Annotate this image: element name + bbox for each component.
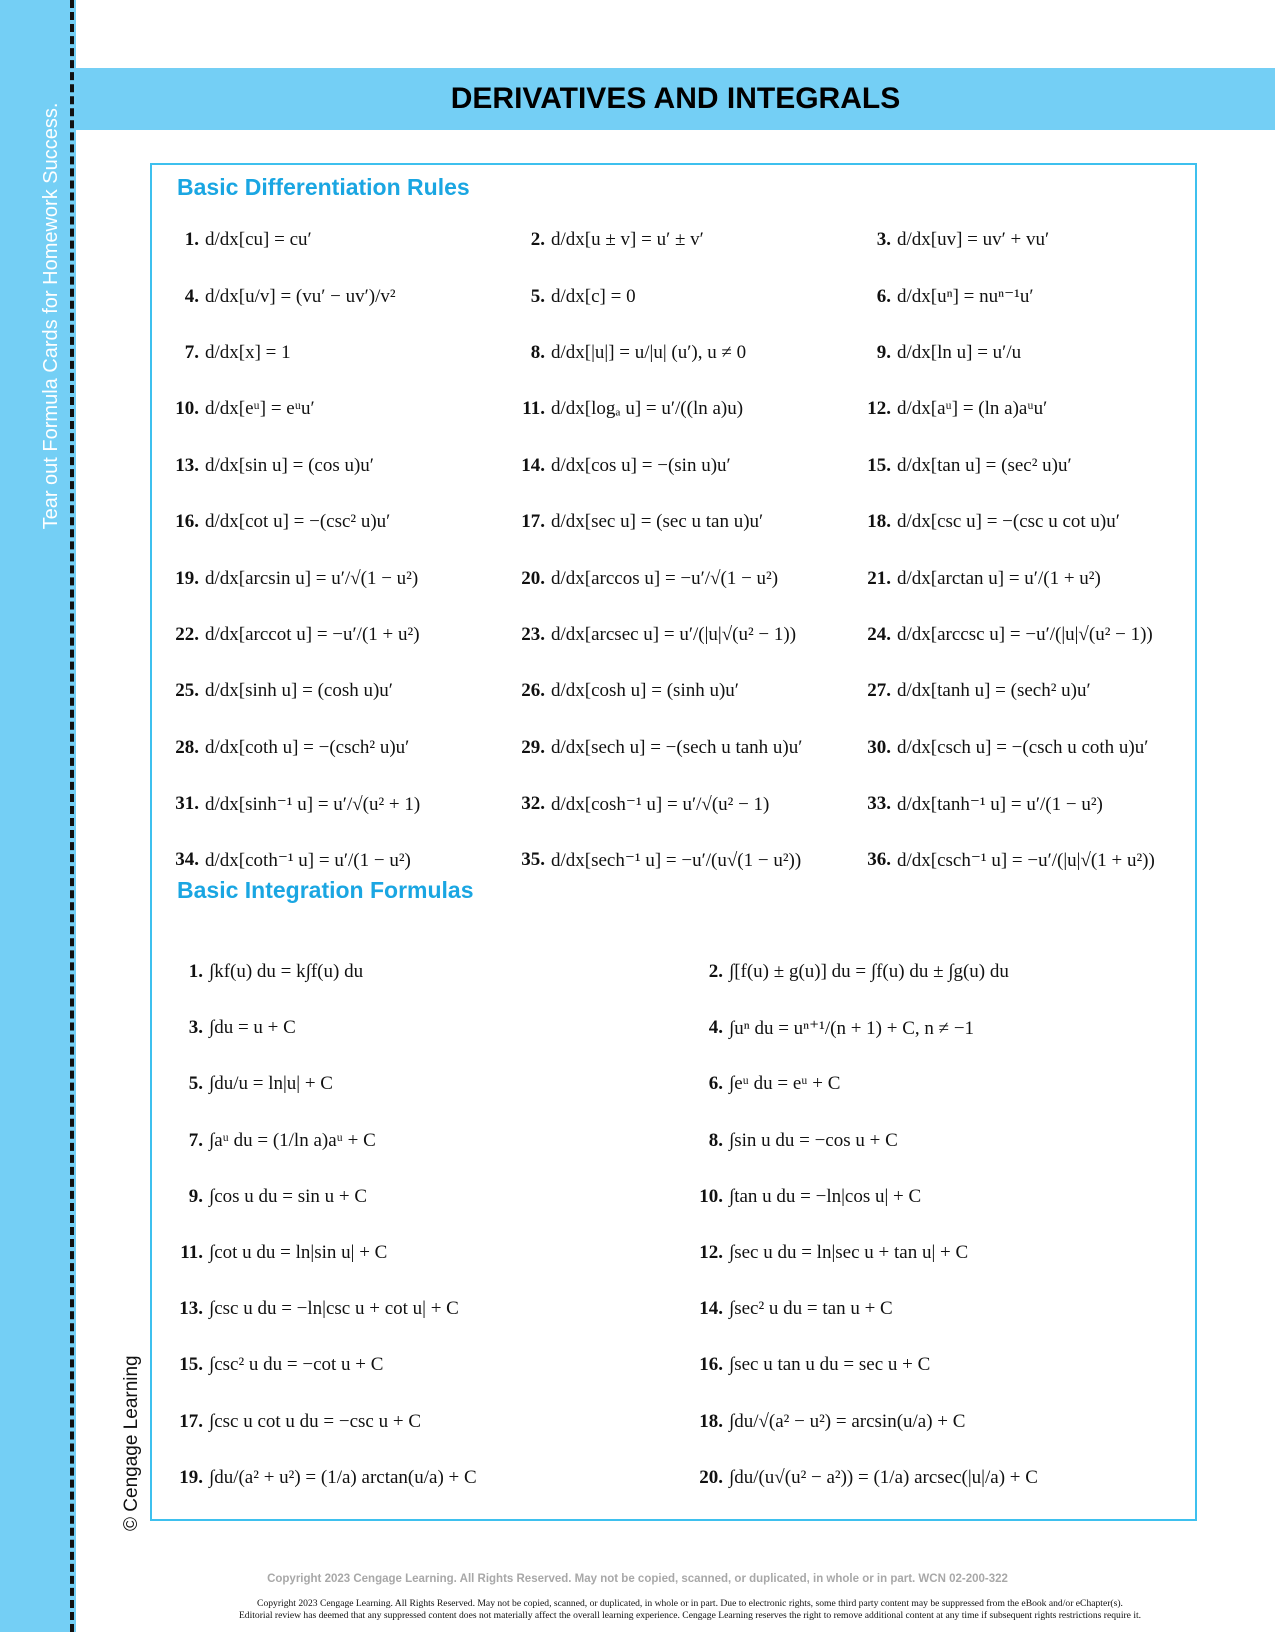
differentiation-rule-item [175, 494, 521, 550]
differentiation-rule-formula: d/dx[sec u] = (sec u tan u)u′ [551, 511, 764, 533]
differentiation-rule-item [175, 438, 521, 494]
differentiation-rule-formula: d/dx[arctan u] = u′/(1 + u²) [897, 567, 1101, 589]
differentiation-rule-number: 3. [876, 229, 891, 251]
integration-formula-number: 7. [188, 1129, 203, 1151]
differentiation-rule-number: 13. [175, 454, 199, 476]
differentiation-rule-item [175, 381, 521, 437]
integration-formula-number: 16. [699, 1354, 723, 1376]
differentiation-rule-formula: d/dx[cu] = cu′ [205, 229, 312, 251]
differentiation-rule-number: 25. [175, 680, 199, 702]
integration-formula-formula: ∫eᵘ du = eᵘ + C [729, 1073, 841, 1095]
differentiation-rule-item [521, 550, 867, 606]
integration-formula-formula: ∫cos u du = sin u + C [209, 1185, 368, 1207]
differentiation-rule-item [521, 438, 867, 494]
integration-formula-item [175, 1337, 695, 1393]
differentiation-section-title: Basic Differentiation Rules [177, 174, 470, 200]
integration-formulas-grid [175, 944, 1215, 1506]
differentiation-rule-item [867, 438, 1213, 494]
integration-formula-item [175, 1113, 695, 1169]
differentiation-rule-item [867, 494, 1213, 550]
integration-formula-item [175, 1169, 695, 1225]
page-title: DERIVATIVES AND INTEGRALS [450, 82, 901, 115]
integration-formula-formula: ∫tan u du = −ln|cos u| + C [729, 1185, 922, 1207]
differentiation-rule-number: 6. [876, 285, 891, 307]
integration-formula-item [695, 1225, 1215, 1281]
integration-formula-formula: ∫csc u cot u du = −csc u + C [209, 1410, 422, 1432]
fine-print-line-1: Copyright 2023 Cengage Learning. All Rights Reserved. May not be copied, scanned, or duplicated, in whole or in part. Due to electronic rights, some third party content may be suppressed from the eBook and/or eChapter(s). [257, 1598, 1123, 1609]
differentiation-rule-number: 33. [867, 793, 891, 815]
differentiation-rule-number: 24. [867, 623, 891, 645]
integration-formula-formula: ∫kf(u) du = k∫f(u) du [209, 961, 364, 983]
differentiation-rule-formula: d/dx[arccot u] = −u′/(1 + u²) [205, 623, 420, 645]
differentiation-rule-formula: d/dx[cosh u] = (sinh u)u′ [551, 680, 739, 702]
differentiation-rule-item [175, 663, 521, 719]
differentiation-rule-item [175, 776, 521, 832]
integration-formula-item [175, 944, 695, 1000]
integration-formula-number: 8. [708, 1129, 723, 1151]
differentiation-rule-item [867, 212, 1213, 268]
differentiation-rule-number: 35. [521, 849, 545, 871]
differentiation-rule-formula: d/dx[x] = 1 [205, 341, 291, 363]
integration-section-title: Basic Integration Formulas [177, 877, 474, 903]
integration-formula-formula: ∫[f(u) ± g(u)] du = ∫f(u) du ± ∫g(u) du [729, 961, 1009, 983]
integration-formula-number: 17. [179, 1410, 203, 1432]
differentiation-rule-item [867, 776, 1213, 832]
differentiation-rule-item [521, 663, 867, 719]
differentiation-rule-formula: d/dx[arccos u] = −u′/√(1 − u²) [551, 567, 779, 589]
differentiation-rule-number: 10. [175, 398, 199, 420]
differentiation-rule-item [867, 550, 1213, 606]
differentiation-rule-formula: d/dx[aᵘ] = (ln a)aᵘu′ [897, 398, 1048, 420]
differentiation-rule-item [867, 832, 1213, 888]
differentiation-rule-number: 34. [175, 849, 199, 871]
integration-formula-formula: ∫cot u du = ln|sin u| + C [209, 1242, 388, 1264]
integration-formula-number: 10. [699, 1185, 723, 1207]
integration-formula-formula: ∫uⁿ du = uⁿ⁺¹/(n + 1) + C, n ≠ −1 [729, 1017, 975, 1039]
differentiation-rule-item [175, 550, 521, 606]
differentiation-rule-item [521, 494, 867, 550]
integration-formula-number: 15. [179, 1354, 203, 1376]
integration-formula-formula: ∫csc² u du = −cot u + C [209, 1354, 384, 1376]
differentiation-rule-formula: d/dx[cos u] = −(sin u)u′ [551, 454, 731, 476]
title-banner [76, 68, 1275, 130]
differentiation-rule-formula: d/dx[u/v] = (vu′ − uv′)/v² [205, 285, 396, 307]
integration-formula-formula: ∫du = u + C [209, 1017, 296, 1039]
differentiation-rule-number: 19. [175, 567, 199, 589]
differentiation-rule-formula: d/dx[cot u] = −(csc² u)u′ [205, 511, 391, 533]
integration-formula-item [695, 1113, 1215, 1169]
integration-formula-number: 19. [179, 1466, 203, 1488]
differentiation-rule-number: 15. [867, 454, 891, 476]
differentiation-rule-formula: d/dx[arcsin u] = u′/√(1 − u²) [205, 567, 419, 589]
differentiation-rule-number: 4. [184, 285, 199, 307]
differentiation-rule-item [175, 325, 521, 381]
differentiation-rule-number: 36. [867, 849, 891, 871]
differentiation-rule-number: 31. [175, 793, 199, 815]
differentiation-rule-number: 20. [521, 567, 545, 589]
differentiation-rule-item [867, 663, 1213, 719]
differentiation-rules-grid [175, 212, 1213, 889]
differentiation-rule-item [867, 325, 1213, 381]
differentiation-rule-number: 9. [876, 341, 891, 363]
integration-formula-number: 4. [708, 1017, 723, 1039]
differentiation-rule-number: 30. [867, 736, 891, 758]
differentiation-rule-number: 8. [530, 341, 545, 363]
integration-formula-number: 1. [188, 961, 203, 983]
differentiation-rule-item [175, 212, 521, 268]
integration-formula-item [695, 1281, 1215, 1337]
integration-formula-formula: ∫sin u du = −cos u + C [729, 1129, 898, 1151]
differentiation-rule-formula: d/dx[csch u] = −(csch u coth u)u′ [897, 736, 1149, 758]
fine-print [120, 1598, 1260, 1622]
differentiation-rule-item [867, 607, 1213, 663]
integration-formula-item [695, 1169, 1215, 1225]
differentiation-rule-formula: d/dx[tanh⁻¹ u] = u′/(1 − u²) [897, 793, 1103, 815]
integration-formula-formula: ∫sec u du = ln|sec u + tan u| + C [729, 1242, 969, 1264]
differentiation-rule-number: 2. [530, 229, 545, 251]
integration-formula-item [695, 1000, 1215, 1056]
differentiation-rule-number: 5. [530, 285, 545, 307]
differentiation-rule-formula: d/dx[tan u] = (sec² u)u′ [897, 454, 1072, 476]
integration-formula-item [695, 1394, 1215, 1450]
differentiation-rule-formula: d/dx[logₐ u] = u′/((ln a)u) [551, 398, 744, 420]
fine-print-line-2: Editorial review has deemed that any suppressed content does not materially affect the overall learning experience. Cengage Learning reserves the right to remove additional content at any time if subsequent rights restrictions require it. [238, 1610, 1142, 1621]
differentiation-rule-item [175, 607, 521, 663]
integration-formula-number: 9. [188, 1185, 203, 1207]
differentiation-rule-item [867, 720, 1213, 776]
differentiation-rule-formula: d/dx[cosh⁻¹ u] = u′/√(u² − 1) [551, 793, 770, 815]
differentiation-rule-formula: d/dx[ln u] = u′/u [897, 341, 1022, 363]
differentiation-rule-formula: d/dx[eᵘ] = eᵘu′ [205, 398, 315, 420]
differentiation-rule-formula: d/dx[uv] = uv′ + vu′ [897, 229, 1050, 251]
differentiation-rule-number: 22. [175, 623, 199, 645]
integration-formula-formula: ∫csc u du = −ln|csc u + cot u| + C [209, 1298, 459, 1320]
integration-formula-item [175, 1000, 695, 1056]
differentiation-rule-formula: d/dx[sech⁻¹ u] = −u′/(u√(1 − u²)) [551, 849, 802, 871]
integration-formula-item [175, 1056, 695, 1112]
integration-formula-formula: ∫aᵘ du = (1/ln a)aᵘ + C [209, 1129, 376, 1151]
differentiation-rule-item [867, 381, 1213, 437]
differentiation-rule-formula: d/dx[arcsec u] = u′/(|u|√(u² − 1)) [551, 623, 797, 645]
differentiation-rule-formula: d/dx[csc u] = −(csc u cot u)u′ [897, 511, 1120, 533]
differentiation-rule-formula: d/dx[csch⁻¹ u] = −u′/(|u|√(1 + u²)) [897, 849, 1155, 871]
integration-formula-number: 12. [699, 1242, 723, 1264]
differentiation-rule-number: 1. [184, 229, 199, 251]
differentiation-rule-number: 12. [867, 398, 891, 420]
differentiation-rule-item [867, 268, 1213, 324]
tear-out-caption: Tear out Formula Cards for Homework Success. [40, 102, 62, 530]
differentiation-rule-formula: d/dx[sinh⁻¹ u] = u′/√(u² + 1) [205, 793, 421, 815]
integration-formula-number: 2. [708, 961, 723, 983]
differentiation-rule-number: 21. [867, 567, 891, 589]
differentiation-rule-number: 18. [867, 511, 891, 533]
integration-formula-number: 18. [699, 1410, 723, 1432]
differentiation-rule-formula: d/dx[c] = 0 [551, 285, 636, 307]
integration-formula-item [175, 1450, 695, 1506]
differentiation-rule-formula: d/dx[uⁿ] = nuⁿ⁻¹u′ [897, 286, 1034, 308]
differentiation-rule-number: 7. [184, 341, 199, 363]
integration-formula-item [695, 944, 1215, 1000]
differentiation-rule-formula: d/dx[|u|] = u/|u| (u′), u ≠ 0 [551, 341, 747, 363]
integration-formula-formula: ∫du/√(a² − u²) = arcsin(u/a) + C [729, 1410, 966, 1432]
differentiation-rule-number: 26. [521, 680, 545, 702]
integration-formula-formula: ∫sec² u du = tan u + C [729, 1298, 893, 1320]
differentiation-rule-item [175, 268, 521, 324]
differentiation-rule-item [521, 325, 867, 381]
integration-formula-number: 6. [708, 1073, 723, 1095]
differentiation-rule-formula: d/dx[sinh u] = (cosh u)u′ [205, 680, 393, 702]
differentiation-rule-item [521, 832, 867, 888]
differentiation-rule-item [521, 720, 867, 776]
differentiation-rule-item [521, 212, 867, 268]
differentiation-rule-number: 11. [522, 398, 545, 420]
differentiation-rule-number: 14. [521, 454, 545, 476]
differentiation-rule-formula: d/dx[coth⁻¹ u] = u′/(1 − u²) [205, 849, 411, 871]
integration-formula-formula: ∫du/(a² + u²) = (1/a) arctan(u/a) + C [209, 1466, 477, 1488]
integration-formula-item [695, 1450, 1215, 1506]
integration-formula-item [695, 1056, 1215, 1112]
integration-formula-formula: ∫du/u = ln|u| + C [209, 1073, 333, 1095]
integration-formula-item [695, 1337, 1215, 1393]
differentiation-rule-number: 29. [521, 736, 545, 758]
differentiation-rule-number: 17. [521, 511, 545, 533]
integration-formula-item [175, 1281, 695, 1337]
publisher-credit: © Cengage Learning [121, 1355, 142, 1531]
integration-formula-number: 14. [699, 1298, 723, 1320]
integration-formula-number: 3. [188, 1017, 203, 1039]
differentiation-rule-number: 23. [521, 623, 545, 645]
integration-formula-formula: ∫du/(u√(u² − a²)) = (1/a) arcsec(|u|/a) + C [729, 1466, 1038, 1488]
differentiation-rule-number: 27. [867, 680, 891, 702]
differentiation-rule-item [521, 381, 867, 437]
copyright-notice: Copyright 2023 Cengage Learning. All Rights Reserved. May not be copied, scanned, or duplicated, in whole or in part. WCN 02-200-322 [267, 1573, 1008, 1585]
differentiation-rule-number: 16. [175, 511, 199, 533]
differentiation-rule-item [175, 720, 521, 776]
perforation-line [70, 0, 74, 1632]
differentiation-rule-formula: d/dx[sin u] = (cos u)u′ [205, 454, 374, 476]
differentiation-rule-number: 32. [521, 793, 545, 815]
differentiation-rule-item [521, 776, 867, 832]
differentiation-rule-formula: d/dx[arccsc u] = −u′/(|u|√(u² − 1)) [897, 623, 1153, 645]
differentiation-rule-formula: d/dx[sech u] = −(sech u tanh u)u′ [551, 736, 803, 758]
differentiation-rule-formula: d/dx[tanh u] = (sech² u)u′ [897, 680, 1091, 702]
differentiation-rule-item [521, 268, 867, 324]
differentiation-rule-formula: d/dx[u ± v] = u′ ± v′ [551, 229, 704, 251]
integration-formula-formula: ∫sec u tan u du = sec u + C [729, 1354, 931, 1376]
integration-formula-number: 5. [188, 1073, 203, 1095]
integration-formula-number: 20. [699, 1466, 723, 1488]
integration-formula-number: 11. [180, 1242, 203, 1264]
differentiation-rule-formula: d/dx[coth u] = −(csch² u)u′ [205, 736, 410, 758]
integration-formula-number: 13. [179, 1298, 203, 1320]
differentiation-rule-item [521, 607, 867, 663]
integration-formula-item [175, 1394, 695, 1450]
integration-formula-item [175, 1225, 695, 1281]
differentiation-rule-number: 28. [175, 736, 199, 758]
